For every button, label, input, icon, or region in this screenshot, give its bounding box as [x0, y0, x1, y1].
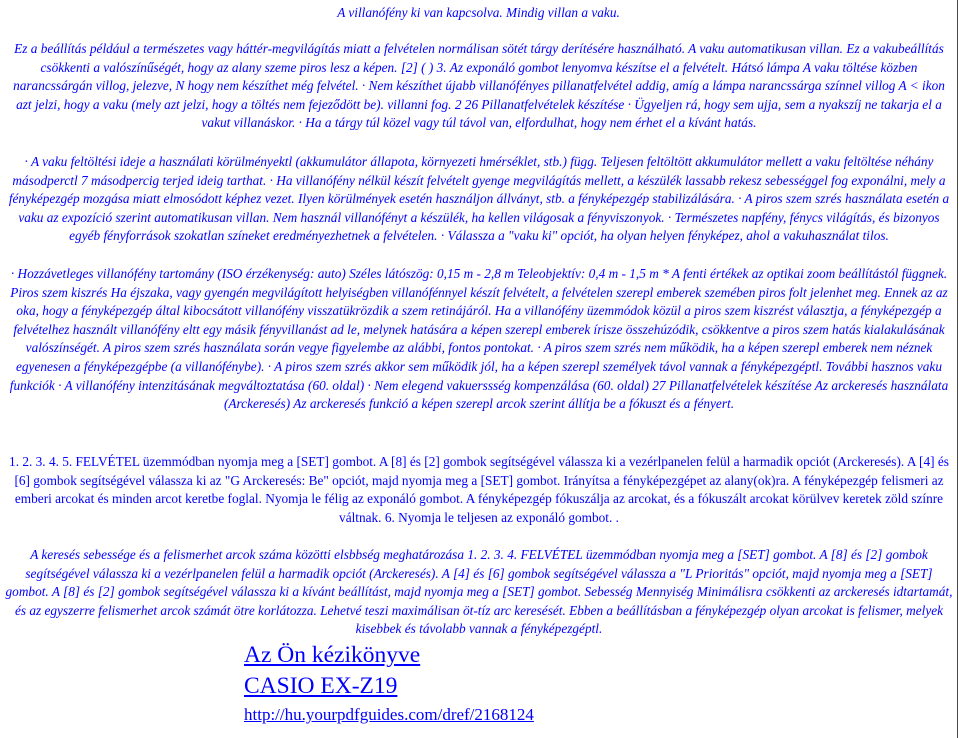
paragraph-red-eye: · Hozzávetleges villanófény tartomány (ISO érzékenység: auto) Széles látószög: 0,15 m - 2,8 m Teleobjektív: 0,4 m - 1,5 m * A fenti értékek az optikai zoom beállítástól függnek. Piros szem kiszrés Ha éjszaka, vagy gyengén megvilágított helyiségben villanófénnyel készít felvételt, a felvételen szerepl emberek szemében piros folt jelenhet meg. Ennek az az oka, hogy a fényképezgép által kibocsátott villanófény visszatükrözdik a szem retinájáról. Ha a villanófény üzemmódok közül a piros szem kiszrést választja, a fényképezgép a felvételhez használt villanófény eltt egy másik fényvillanást ad le, melynek hatására a képen szerepl emberek íriszе összehúzódik, csökkentve a piros szem hatás kialakulásának valószínségét. A piros szem szrés használata során vegye figyelembe az alábbi, fontos pontokat. · A piros szem szrés nem működik, ha a képen szerepl emberek nem néznek egyenesen a fényképezgépbe (a villanófénybe). · A piros szem szrés akkor sem működik jól, ha a képen szerepl személyek távol vannak a fényképezgéptl. További hasznos vaku funkciók · A villanófény intenzitásának megváltoztatása (60. oldal) · Nem elegend vakuerssség kompenzálása (60. oldal) 27 Pillanatfelvételek készítése Az arckeresés használata (Arckeresés) Az arckeresés funkció a képen szerepl arcok szerint állítja be a fókuszt és a fényert.: [9, 266, 949, 412]
paragraph-flash-off: A villanófény ki van kapcsolva. Mindig villan a vaku.: [337, 5, 620, 20]
paragraph-flash-notes: · A vaku feltöltési ideje a használati körülményektl (akkumulátor állapota, környezeti hmérséklet, stb.) függ. Teljesen feltöltött akkumulátor mellett a vaku feltöltése néhány másodperctl 7 másodpercig terjed ideig tarthat. · Ha villanófény nélkül készít felvételt gyenge megvilágítás mellett, a készülék lassabb rekesz sebességgel fog exponálni, mely a fényképezgép mozgása miatt elmosódott képhez vezet. Ilyen körülmények esetén használjon állványt, stb. a fényképezgép stabilizálására. · A piros szem szrés használata esetén a vaku az expozíció szerint automatikusan villan. Nem használ villanófényt a készülék, ha kellen világosak a fényviszonyok. · Természetes napfény, fénycs világítás, és bizonyos egyéb fényforrások szokatlan színeket eredményezhetnek a felvételen. · Válassza a "vaku ki" opciót, ha olyan helyen fényképez, ahol a vakuhasználat tilos.: [8, 154, 950, 244]
manual-links: [244, 640, 534, 728]
manual-link[interactable]: Az Ön kézikönyve: [244, 642, 421, 668]
page-border: [957, 0, 958, 738]
url-link[interactable]: http://hu.yourpdfguides.com/dref/2168124: [244, 705, 534, 724]
paragraph-face-priority: A keresés sebessége és a felismerhet arcok száma közötti elsbbség meghatározása 1. 2. 3. 4. FELVÉTEL üzemmódban nyomja meg a [SET] gombot. A [8] és [2] gombok segítségével válassza ki a vezérlpanelen felül a harmadik opciót (Arckeresés). A [4] és [6] gombok segítségével válassza a "L Prioritás" opciót, majd nyomja meg a [SET] gombot. A [8] és [2] gombok segítségével válassza ki a kívánt beállítást, majd nyomja meg a [SET] gombot. Sebesség Mennyiség Minimálisra csökkenti az arckeresés idtartamát, és az egyszerre felismerhet arcok számát ötre korlátozza. Lehetvé teszi maximálisan öt-tíz arc keresését. Ebben a beállításban a fényképezgép olyan arcokat is felismer, melyek kisebbek és távolabb vannak a fényképezgéptl.: [5, 547, 953, 637]
paragraph-face-detection-steps: 1. 2. 3. 4. 5. FELVÉTEL üzemmódban nyomja meg a [SET] gombot. A [8] és [2] gombok segítségével válassza ki a vezérlpanelen felül a harmadik opciót (Arckeresés). A [4] és [6] gombok segítségével válassza ki az "G Arckeresés: Be" opciót, majd nyomja meg a [SET] gombot. Irányítsa a fényképezgépet az alany(ok)ra. A fényképezgép felismeri az emberi arcokat és minden arcot keretbe foglal. Nyomja le félig az exponáló gombot. A fényképezgép fókuszálja az arcokat, és a fókuszált arcokat körülvev keretek zöld színre váltnak. 6. Nyomja le teljesen az exponáló gombot. .: [9, 454, 949, 525]
model-link[interactable]: CASIO EX-Z19: [244, 673, 398, 699]
paragraph-flash-settings: Ez a beállítás például a természetes vagy háttér-megvilágítás miatt a felvételen normálisan sötét tárgy derítésére használható. A vaku automatikusan villan. Ez a vakubeállítás csökkenti a valószínűségét, hogy az alany szeme piros lesz a képen. [2] ( ) 3. Az exponáló gombot lenyomva készítse el a felvételt. Hátsó lámpa A vaku töltése közben narancssárgán villog, jelezve, N hogy nem készíthet még felvétel. · Nem készíthet újabb villanófényes pillanatfelvétel addig, amíg a lámpa narancssárga színnel villog A < ikon azt jelzi, hogy a vaku (mely azt jelzi, hogy a töltés nem fejeződött be). villanni fog. 2 26 Pillanatfelvételek készítése · Ügyeljen rá, hogy sem ujja, sem a nyakszíj ne takarja el a vakut villanáskor. · Ha a tárgy túl közel vagy túl távol van, elfordulhat, hogy nem érhet el a kívánt hatás.: [13, 41, 945, 131]
